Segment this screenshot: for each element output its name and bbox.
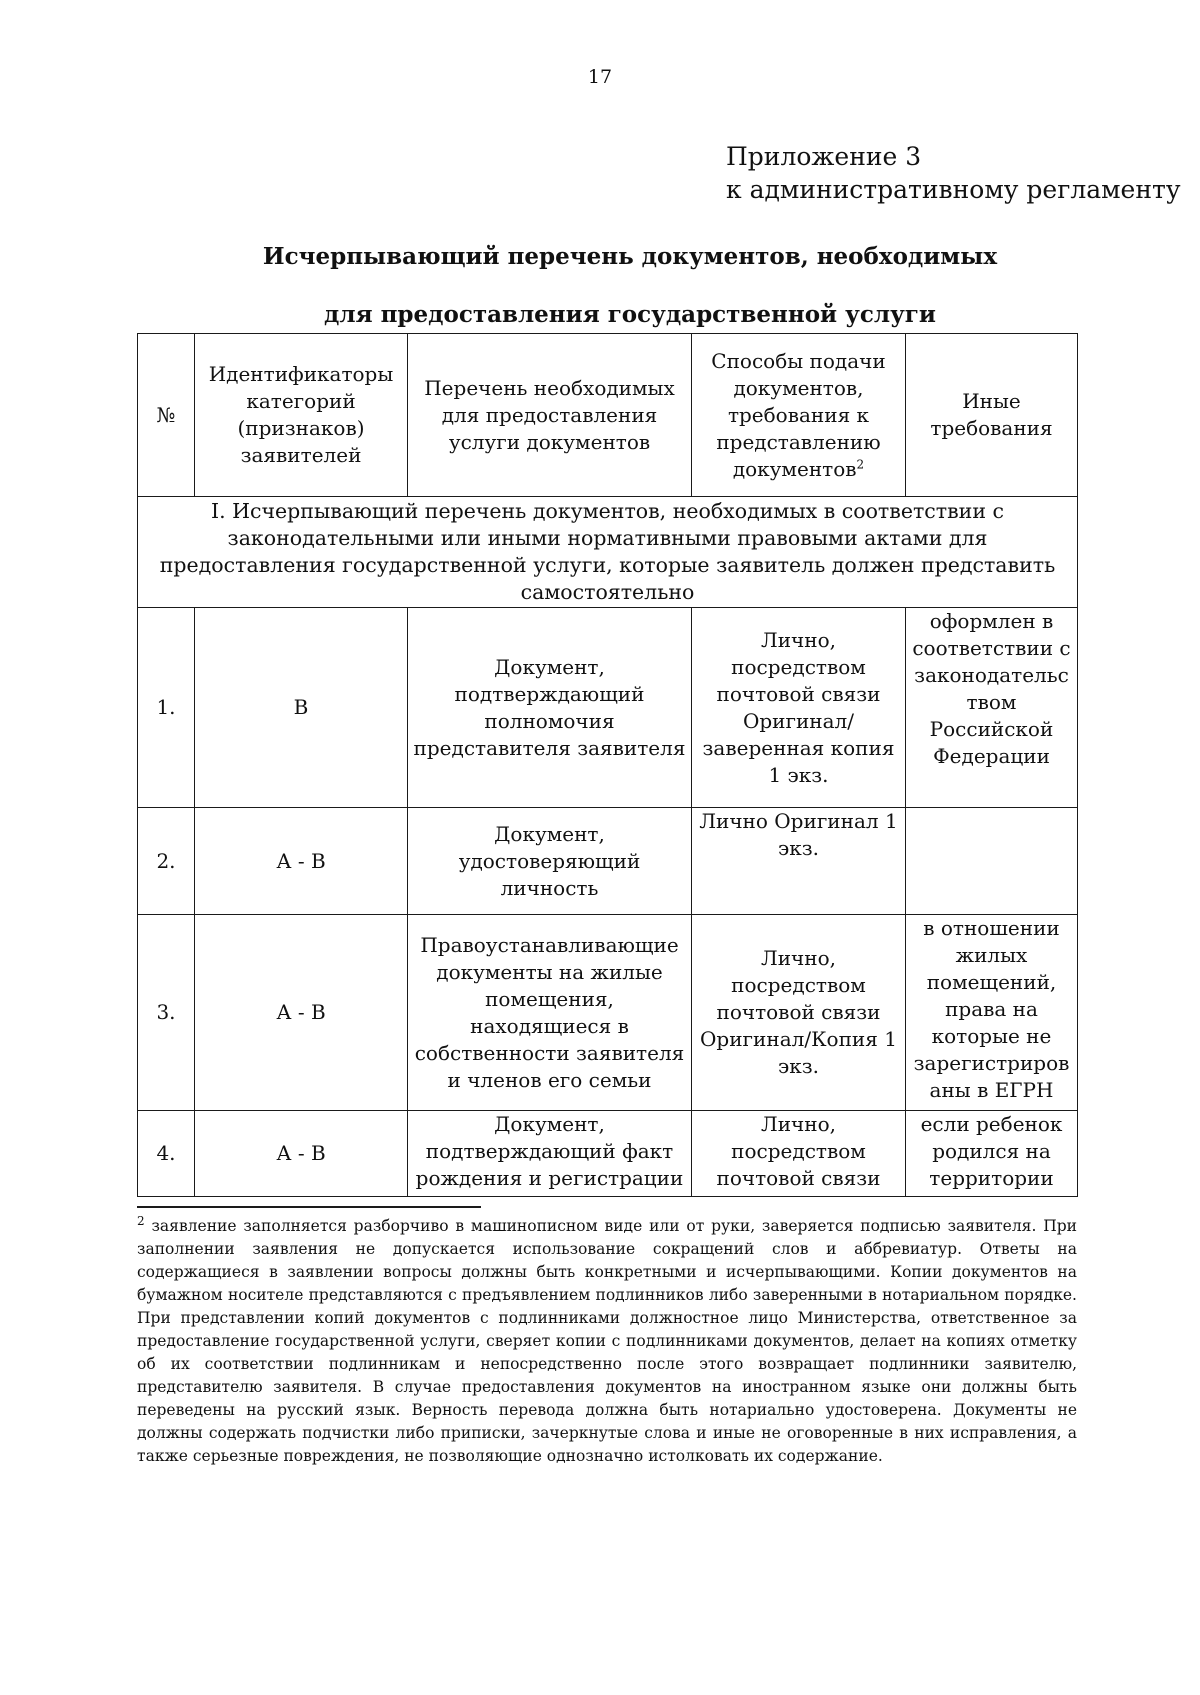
page-number: 17 (587, 66, 613, 88)
section-row (138, 497, 1078, 608)
table-header-row (138, 334, 1078, 497)
row-num: 1. (138, 608, 195, 808)
row-category: В (195, 608, 408, 808)
documents-table (137, 333, 1078, 1197)
table-row (138, 808, 1078, 915)
row-method: Лично, посредством почтовой связи Оригинал/Копия 1 экз. (692, 915, 906, 1111)
appendix-note (726, 140, 1181, 206)
footnote-divider (137, 1206, 481, 1208)
header-methods-text: Способы подачи документов, требования к представлению документов (711, 348, 886, 481)
appendix-line-2: к административному регламенту (726, 175, 1181, 204)
footnote-marker: 2 (137, 1213, 145, 1228)
table-row (138, 1111, 1078, 1197)
row-method: Лично, посредством почтовой связи Оригинал/ заверенная копия 1 экз. (692, 608, 906, 808)
header-methods (692, 334, 906, 497)
title-line-2: для предоставления государственной услуги (324, 301, 936, 328)
row-category: А - В (195, 915, 408, 1111)
row-document: Документ, подтверждающий факт рождения и регистрации (408, 1111, 692, 1197)
row-other (906, 808, 1078, 915)
footnote-ref: 2 (856, 456, 865, 471)
row-document: Правоустанавливающие документы на жилые помещения, находящиеся в собственности заявителя и членов его семьи (408, 915, 692, 1111)
row-other: если ребенок родился на территории (906, 1111, 1078, 1197)
row-document: Документ, подтверждающий полномочия представителя заявителя (408, 608, 692, 808)
section-title: I. Исчерпывающий перечень документов, необходимых в соответствии с законодательными или иными нормативными правовыми актами для предоставления государственной услуги, которые заявитель должен представить самостоятельно (138, 497, 1078, 608)
row-method: Лично, посредством почтовой связи (692, 1111, 906, 1197)
header-documents: Перечень необходимых для предоставления услуги документов (408, 334, 692, 497)
row-method: Лично Оригинал 1 экз. (692, 808, 906, 915)
title-line-1: Исчерпывающий перечень документов, необходимых (262, 243, 998, 270)
footnote-text: заявление заполняется разборчиво в машинописном виде или от руки, заверяется подписью заявителя. При заполнении заявления не допускается использование сокращений слов и аббревиатур. Ответы на содержащиеся в заявлении вопросы должны быть конкретными и исчерпывающими. Копии документов на бумажном носителе представляются с предъявлением подлинников либо заверенными в нотариальном порядке. При представлении копий документов с подлинниками должностное лицо Министерства, ответственное за предоставление государственной услуги, сверяет копии с подлинниками документов, делает на копиях отметку об их соответствии подлинникам и непосредственно после этого возвращает подлинники заявителю, представителю заявителя. В случае предоставления документов на иностранном языке они должны быть переведены на русский язык. Верность перевода должна быть нотариально удостоверена. Документы не должны содержать подчистки либо приписки, зачеркнутые слова и иные не оговоренные в них исправления, а также серьезные повреждения, не позволяющие однозначно истолковать их содержание. (137, 1217, 1077, 1465)
table-row (138, 608, 1078, 808)
row-category: А - В (195, 808, 408, 915)
row-num: 2. (138, 808, 195, 915)
document-title (0, 228, 1200, 344)
row-num: 4. (138, 1111, 195, 1197)
row-other: в отношении жилых помещений, права на которые не зарегистриров аны в ЕГРН (906, 915, 1078, 1111)
row-category: А - В (195, 1111, 408, 1197)
row-other: оформлен в соответствии с законодательс твом Российской Федерации (906, 608, 1078, 808)
table-row (138, 915, 1078, 1111)
footnote (137, 1215, 1077, 1468)
header-categories: Идентификаторы категорий (признаков) заявителей (195, 334, 408, 497)
row-document: Документ, удостоверяющий личность (408, 808, 692, 915)
row-num: 3. (138, 915, 195, 1111)
appendix-line-1: Приложение 3 (726, 142, 922, 171)
header-num: № (138, 334, 195, 497)
header-other: Иные требования (906, 334, 1078, 497)
